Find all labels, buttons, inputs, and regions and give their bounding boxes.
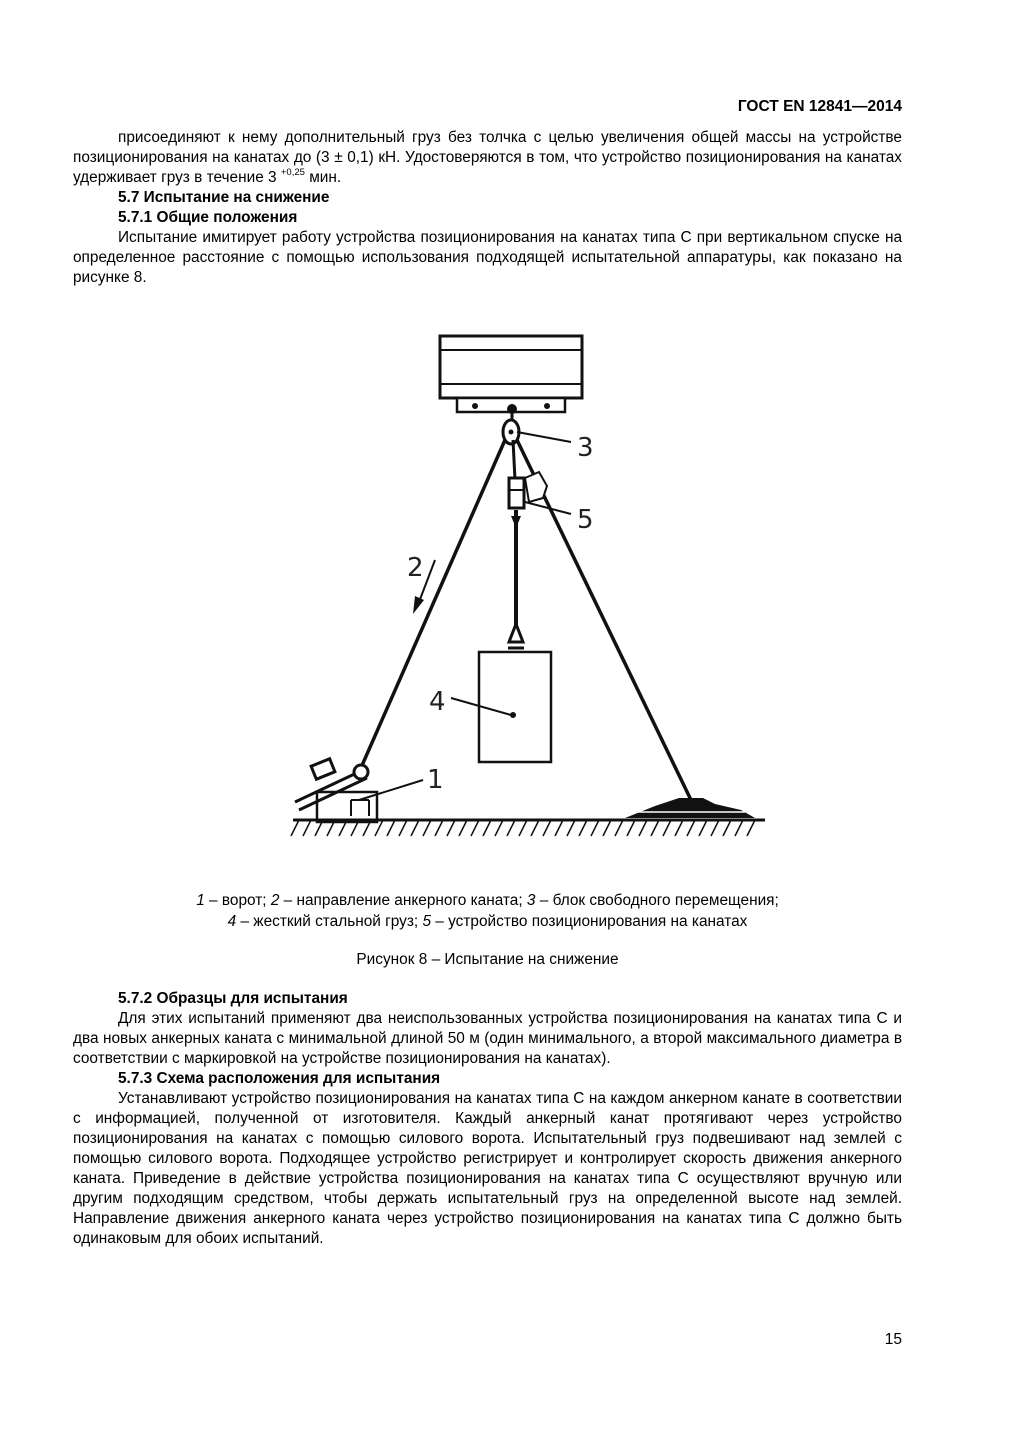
section-5-7-2-heading: 5.7.2 Образцы для испытания — [118, 990, 348, 1007]
section-5-7-3-heading: 5.7.3 Схема расположения для испытания — [118, 1070, 441, 1087]
ground-anchor — [625, 798, 755, 818]
callout-3: 3 — [577, 433, 594, 463]
callout-1: 1 — [427, 765, 444, 795]
section-5-7-3-text: Устанавливают устройство позиционирования на канатах типа С на каждом анкерном канате в соответствии с информацией, полученной от изготовителя. Каждый анкерный канат протягивают через устройство позиционирования на канатах с помощью силового ворота. Испытательный груз подвешивают над землей с помощью силового ворота. Подходящее устройство регистрирует и контролирует скорость движения анкерного каната. Приведение в действие устройства позиционирования на канатах типа С осуществляют вручную или другим подходящим средством, чтобы держать испытательный груз на определенной высоте над землей. Направление движения анкерного каната через устройство позиционирования на канатах типа С должно быть одинаковым для обоих испытаний. — [73, 1090, 902, 1247]
callout-5: 5 — [577, 505, 594, 535]
figure-caption: Рисунок 8 – Испытание на снижение — [356, 951, 619, 968]
callout-2: 2 — [407, 553, 424, 583]
rigid-steel-load — [479, 652, 551, 762]
figure-legend — [73, 891, 902, 932]
legend-line-1: 1 – ворот; 2 – направление анкерного каната; 3 – блок свободного перемещения; — [196, 892, 779, 909]
load-shackle — [509, 624, 523, 642]
rope-segment — [513, 440, 515, 480]
page-number: 15 — [884, 1331, 902, 1348]
upper-text-block — [73, 128, 902, 288]
section-5-7-2-text: Для этих испытаний применяют два неиспользованных устройства позиционирования на канатах типа С и два новых анкерных каната с минимальной длиной 50 м (один минимального, а второй максимального диаметра в соответствии с маркировкой на устройстве позиционирования на канатах). — [73, 1010, 902, 1067]
callout-4: 4 — [429, 687, 446, 717]
section-5-7-1-text: Испытание имитирует работу устройства позиционирования на канатах типа С при вертикальном спуске на определенное расстояние с помощью использования подходящей испытательной аппаратуры, как показано на рисунке 8. — [73, 229, 902, 286]
leader-3 — [517, 432, 571, 442]
section-5-7-1-heading: 5.7.1 Общие положения — [118, 209, 298, 226]
winch — [295, 759, 377, 822]
section-5-7-heading: 5.7 Испытание на снижение — [118, 189, 330, 206]
legend-line-2: 4 – жесткий стальной груз; 5 – устройство позиционирования на канатах — [227, 912, 748, 930]
tolerance-superscript: +0,25 — [280, 167, 305, 178]
overhead-beam — [440, 336, 582, 412]
leader-1 — [359, 780, 423, 800]
lower-text-block — [73, 989, 902, 1249]
figure-8-diagram — [285, 330, 775, 850]
intro-paragraph: присоединяют к нему дополнительный груз без толчка с целью увеличения общей массы на устройстве позиционирования на канатах до (3 ± 0,1) кН. Удостоверяются в том, что устройство позиционирования на канатах удерживает груз в течение 3 $^{+0,25}$ мин. — [73, 129, 902, 186]
standard-number: ГОСТ EN 12841—2014 — [737, 98, 902, 115]
